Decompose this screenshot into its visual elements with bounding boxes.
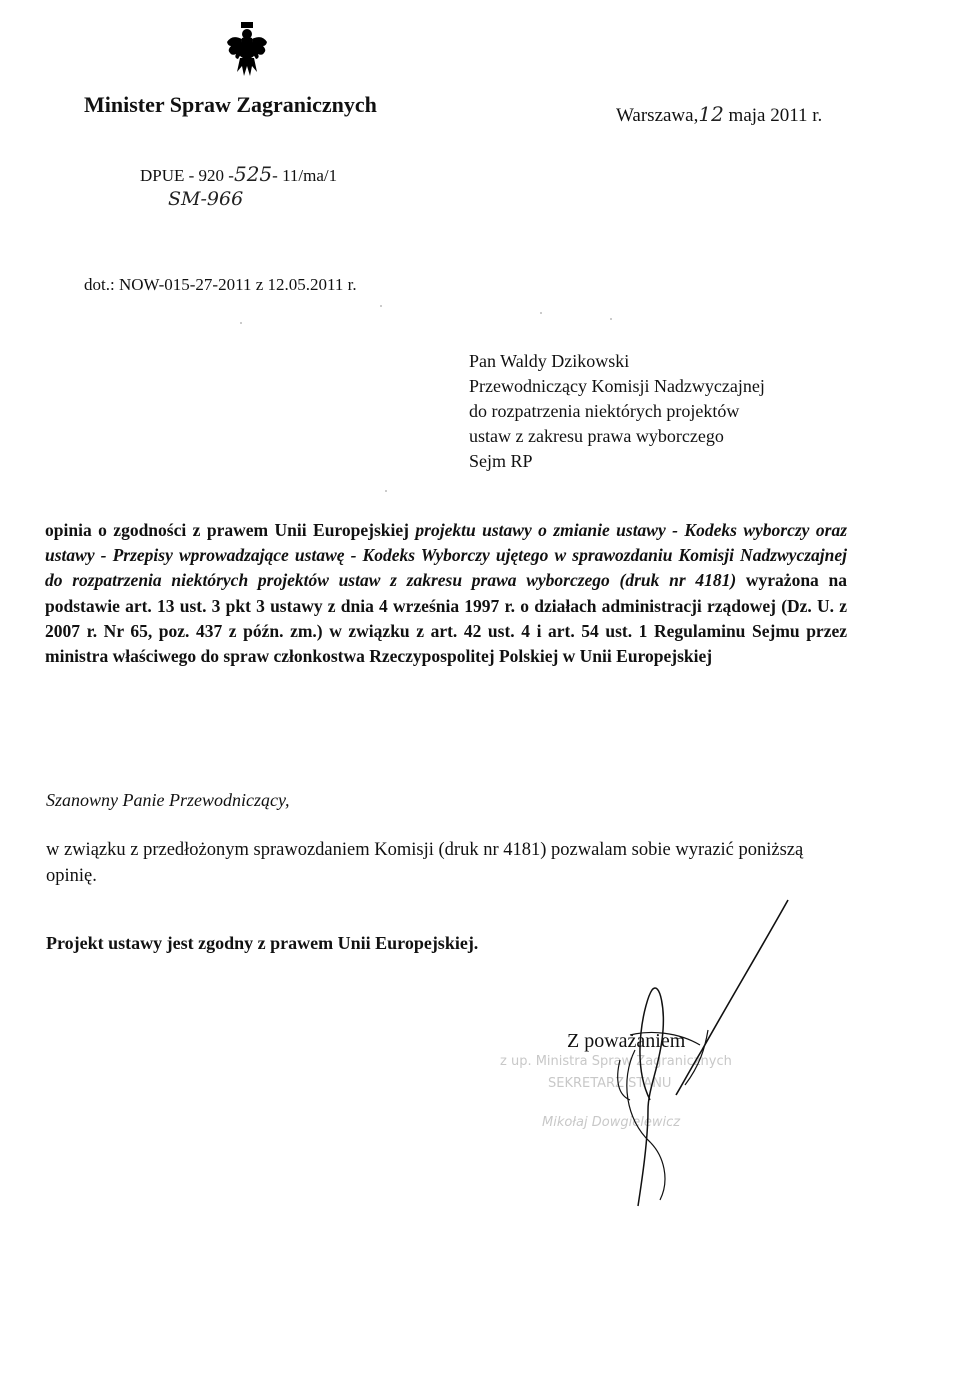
scan-speck: [380, 305, 382, 307]
handwritten-signature: [590, 880, 820, 1210]
date-line: [616, 102, 822, 127]
addressee-line: do rozpatrzenia niektórych projektów: [469, 401, 740, 421]
date-suffix: maja 2011 r.: [728, 105, 823, 126]
place: Warszawa,: [616, 105, 699, 126]
handwritten-day: 12: [698, 102, 724, 126]
reference-prefix: DPUE - 920 -: [140, 166, 234, 185]
addressee-line: Sejm RP: [469, 451, 533, 471]
stamp-line: Mikołaj Dowgielewicz: [542, 1115, 681, 1130]
subject-part3: wyrażona na podstawie art. 13 ust. 3 pkt 3 ustawy z dnia 4 września 1997 r. o działach administracji rządowej (Dz. U. z 2007 r. Nr 65, poz. 437 z późn. zm.) w związku z art. 42 ust. 4 i art. 54 ust. 1 Regulaminu Sejmu przez ministra właściwego do spraw członkostwa Rzeczypospolitej Polskiej w Unii Europejskiej: [45, 570, 848, 667]
handwritten-code: SM-966: [168, 188, 244, 210]
regarding-line: dot.: NOW-015-27-2011 z 12.05.2011 r.: [84, 275, 357, 294]
addressee-line: Przewodniczący Komisji Nadzwyczajnej: [469, 376, 765, 396]
subject-italic-part: projektu ustawy o zmianie ustawy - Kodeks wyborczy oraz ustawy - Przepisy wprowadzające ustawę - Kodeks Wyborczy ujętego w sprawozdaniu Komisji Nadzwyczajnej do rozpatrzenia niektórych projektów ustaw z zakresu prawa wyborczego (druk nr 4181): [45, 520, 848, 591]
reference-number: [140, 162, 337, 186]
scan-speck: [610, 318, 612, 320]
stamp-line: z up. Ministra Spraw Zagranicznych: [500, 1054, 732, 1069]
ministry-title: Minister Spraw Zagranicznych: [84, 92, 377, 117]
scan-speck: [385, 490, 387, 492]
subject-part1: opinia o zgodności z prawem Unii Europejskiej: [45, 520, 409, 540]
conclusion: Projekt ustawy jest zgodny z prawem Unii Europejskiej.: [46, 933, 479, 953]
reference-suffix: - 11/ma/1: [272, 166, 338, 185]
addressee-line: ustaw z zakresu prawa wyborczego: [469, 426, 724, 446]
polish-eagle-emblem-icon: [226, 22, 268, 80]
scan-speck: [540, 312, 542, 314]
salutation: Szanowny Panie Przewodniczący,: [46, 790, 290, 810]
addressee-block: [469, 349, 765, 474]
handwritten-reference-number: 525: [233, 162, 273, 186]
body-paragraph: w związku z przedłożonym sprawozdaniem Komisji (druk nr 4181) pozwalam sobie wyrazić poniższą opinię.: [46, 840, 804, 886]
addressee-line: Pan Waldy Dzikowski: [469, 351, 630, 371]
closing-text: Z poważaniem: [567, 1030, 686, 1052]
subject-paragraph: [45, 518, 847, 669]
scan-speck: [240, 322, 242, 324]
stamp-line: SEKRETARZ STANU: [548, 1076, 672, 1091]
